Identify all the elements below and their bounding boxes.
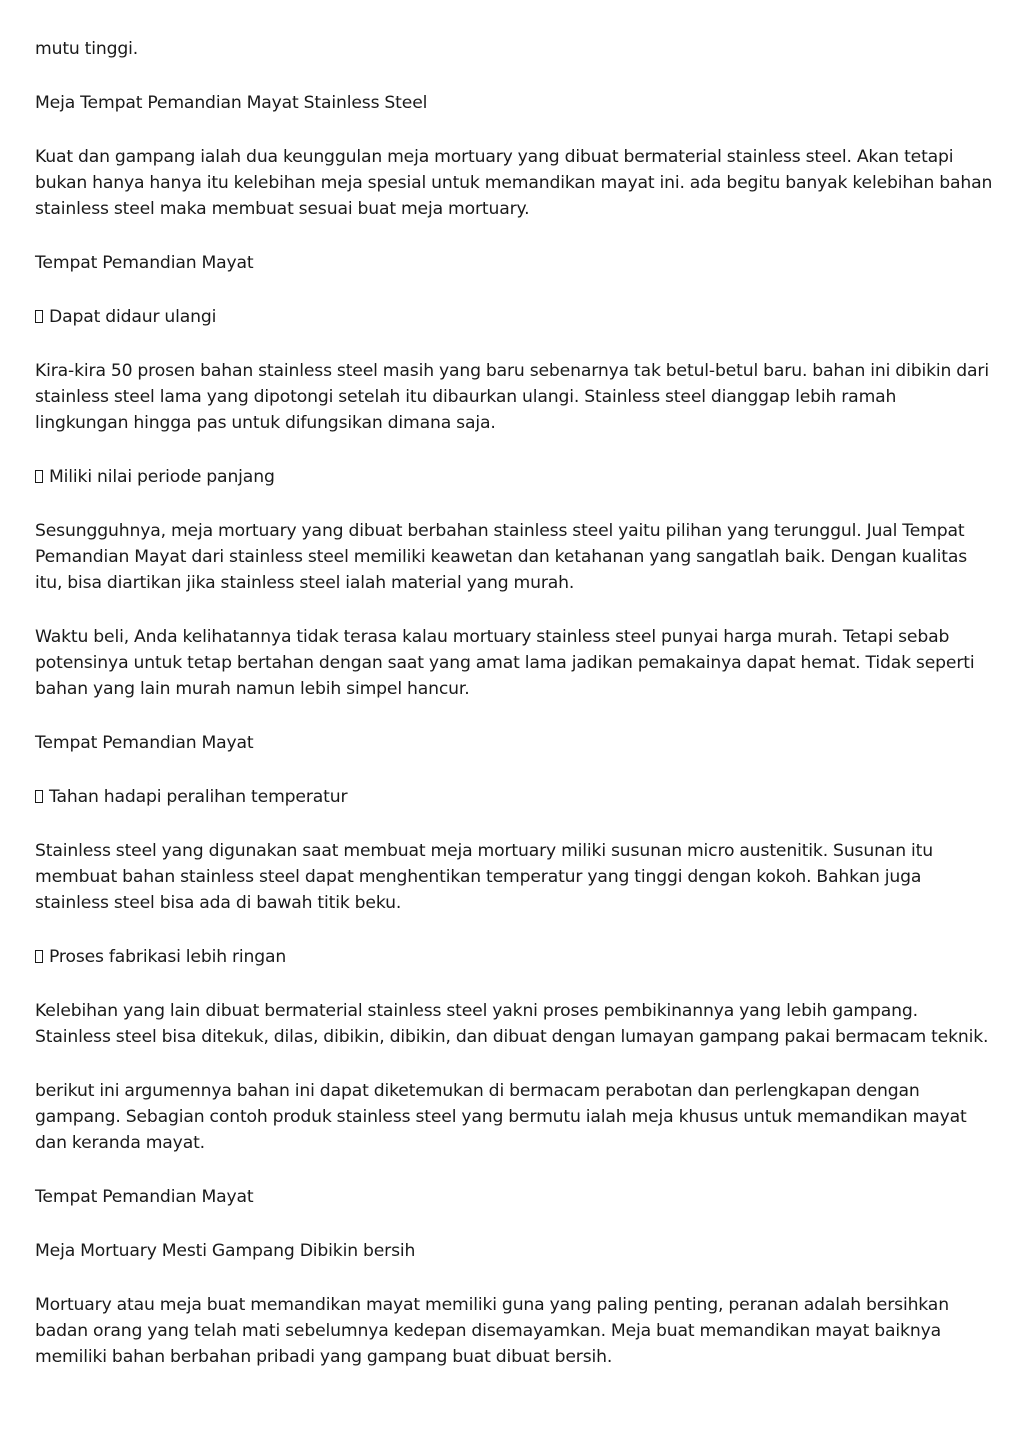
bullet-box-icon [35, 790, 43, 803]
paragraph: Kelebihan yang lain dibuat bermaterial stainless steel yakni proses pembikinannya yang lebih gampang. Stainless steel bisa ditekuk, dilas, dibikin, dibikin, dan dibuat dengan lumayan gampang pakai bermacam teknik. [35, 1001, 989, 1047]
bullet-text: Dapat didaur ulangi [49, 307, 217, 327]
paragraph: Mortuary atau meja buat memandikan mayat memiliki guna yang paling penting, peranan adalah bersihkan badan orang yang telah mati sebelumnya kedepan disemayamkan. Meja buat memandikan mayat baiknya memiliki bahan berbahan pribadi yang gampang buat dibuat bersih. [35, 1295, 949, 1367]
bullet-item [35, 944, 993, 970]
bullet-box-icon [35, 950, 43, 963]
section-heading: Meja Tempat Pemandian Mayat Stainless Steel [35, 93, 428, 113]
bullet-text: Miliki nilai periode panjang [49, 467, 275, 487]
bullet-item [35, 784, 993, 810]
section-heading: Tempat Pemandian Mayat [35, 733, 254, 753]
paragraph: Sesungguhnya, meja mortuary yang dibuat berbahan stainless steel yaitu pilihan yang terunggul. Jual Tempat Pemandian Mayat dari stainless steel memiliki keawetan dan ketahanan yang sangatlah baik. Dengan kualitas itu, bisa diartikan jika stainless steel ialah material yang murah. [35, 521, 968, 593]
paragraph: Kira-kira 50 prosen bahan stainless steel masih yang baru sebenarnya tak betul-betul baru. bahan ini dibikin dari stainless steel lama yang dipotongi setelah itu dibaurkan ulangi. Stainless steel dianggap lebih ramah lingkungan hingga pas untuk difungsikan dimana saja. [35, 361, 989, 433]
paragraph-continuation: mutu tinggi. [35, 39, 139, 59]
bullet-text: Proses fabrikasi lebih ringan [49, 947, 287, 967]
document-body [35, 36, 993, 1398]
bullet-box-icon [35, 310, 43, 323]
paragraph: Waktu beli, Anda kelihatannya tidak terasa kalau mortuary stainless steel punyai harga murah. Tetapi sebab potensinya untuk tetap bertahan dengan saat yang amat lama jadikan pemakainya dapat hemat. Tidak seperti bahan yang lain murah namun lebih simpel hancur. [35, 627, 975, 699]
paragraph: berikut ini argumennya bahan ini dapat diketemukan di bermacam perabotan dan perlengkapan dengan gampang. Sebagian contoh produk stainless steel yang bermutu ialah meja khusus untuk memandikan mayat dan keranda mayat. [35, 1081, 967, 1153]
bullet-text: Tahan hadapi peralihan temperatur [49, 787, 348, 807]
bullet-box-icon [35, 470, 43, 483]
bullet-item [35, 304, 993, 330]
section-heading: Meja Mortuary Mesti Gampang Dibikin bersih [35, 1241, 416, 1261]
paragraph: Kuat dan gampang ialah dua keunggulan meja mortuary yang dibuat bermaterial stainless steel. Akan tetapi bukan hanya hanya itu kelebihan meja spesial untuk memandikan mayat ini. ada begitu banyak kelebihan bahan stainless steel maka membuat sesuai buat meja mortuary. [35, 147, 993, 219]
paragraph: Stainless steel yang digunakan saat membuat meja mortuary miliki susunan micro austenitik. Susunan itu membuat bahan stainless steel dapat menghentikan temperatur yang tinggi dengan kokoh. Bahkan juga stainless steel bisa ada di bawah titik beku. [35, 841, 933, 913]
section-heading: Tempat Pemandian Mayat [35, 253, 254, 273]
section-heading: Tempat Pemandian Mayat [35, 1187, 254, 1207]
bullet-item [35, 464, 993, 490]
